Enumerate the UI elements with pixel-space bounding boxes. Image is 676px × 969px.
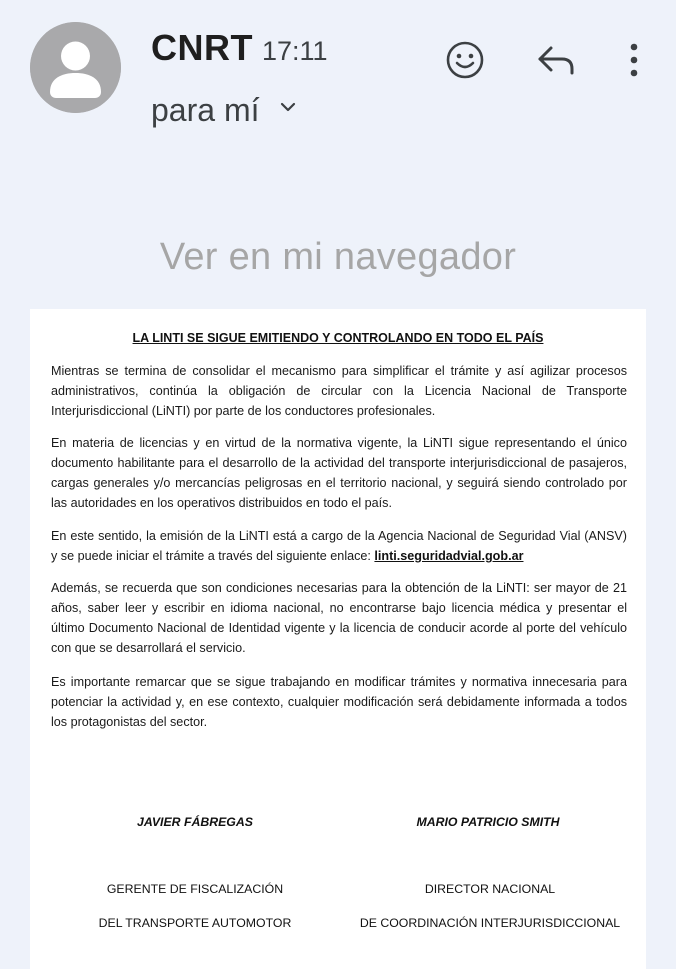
signature-left-title-1: GERENTE DE FISCALIZACIÓN xyxy=(106,882,284,896)
paragraph-1: Mientras se termina de consolidar el mecanismo para simplificar el trámite y así agilizar procesos administrativos, continúa la obligación de circular con la Licencia Nacional de Transporte Interjurisdiccional (LiNTI) por parte de los conductores profesionales. xyxy=(51,364,627,418)
person-avatar-icon[interactable] xyxy=(30,22,121,113)
linti-link[interactable]: linti.seguridadvial.gob.ar xyxy=(374,549,524,563)
signature-right-title-1: DIRECTOR NACIONAL xyxy=(424,882,556,896)
signature-left-name: JAVIER FÁBREGAS xyxy=(137,815,253,829)
paragraph-3 xyxy=(51,526,627,566)
reply-arrow-icon[interactable] xyxy=(534,40,578,80)
email-body-document xyxy=(30,309,646,969)
paragraph-3-text: En este sentido, la emisión de la LiNTI está a cargo de la Agencia Nacional de Seguridad Vial (ANSV) y se puede iniciar el trámite a través del siguiente enlace: xyxy=(51,529,627,563)
emoji-smile-icon[interactable] xyxy=(443,38,487,82)
chevron-down-icon[interactable] xyxy=(278,97,298,117)
paragraph-5: Es importante remarcar que se sigue trabajando en modificar trámites y normativa innecesaria para potenciar la actividad y, en ese contexto, cualquier modificación será debidamente informada a todos los protagonistas del sector. xyxy=(51,675,627,729)
document-title: LA LINTI SE SIGUE EMITIENDO Y CONTROLANDO EN TODO EL PAÍS xyxy=(132,331,544,345)
signature-right-title-2: DE COORDINACIÓN INTERJURISDICCIONAL xyxy=(359,916,621,930)
paragraph-4: Además, se recuerda que son condiciones necesarias para la obtención de la LiNTI: ser mayor de 21 años, saber leer y escribir en idioma nacional, no encontrarse bajo licencia médica y presentar el último Documento Nacional de Identidad vigente y la licencia de conducir acorde al porte del vehículo con que se desarrollará el servicio. xyxy=(51,581,627,655)
view-in-browser-link[interactable]: Ver en mi navegador xyxy=(159,236,517,278)
signature-left-title-2: DEL TRANSPORTE AUTOMOTOR xyxy=(98,916,292,930)
paragraph-2: En materia de licencias y en virtud de la normativa vigente, la LiNTI sigue representando el único documento habilitante para el desarrollo de la actividad del transporte interjurisdiccional de pasajeros, cargas generales y/o mercancías peligrosas en el territorio nacional, y seguirá siendo controlado por las autoridades en los operativos distribuidos en todo el país. xyxy=(51,436,627,510)
recipient-label[interactable]: para mí xyxy=(151,92,260,128)
email-header xyxy=(0,0,676,150)
signature-right-name: MARIO PATRICIO SMITH xyxy=(416,815,560,829)
email-time: 17:11 xyxy=(262,36,328,66)
more-vertical-icon[interactable] xyxy=(622,38,646,82)
sender-name: CNRT xyxy=(151,27,253,68)
